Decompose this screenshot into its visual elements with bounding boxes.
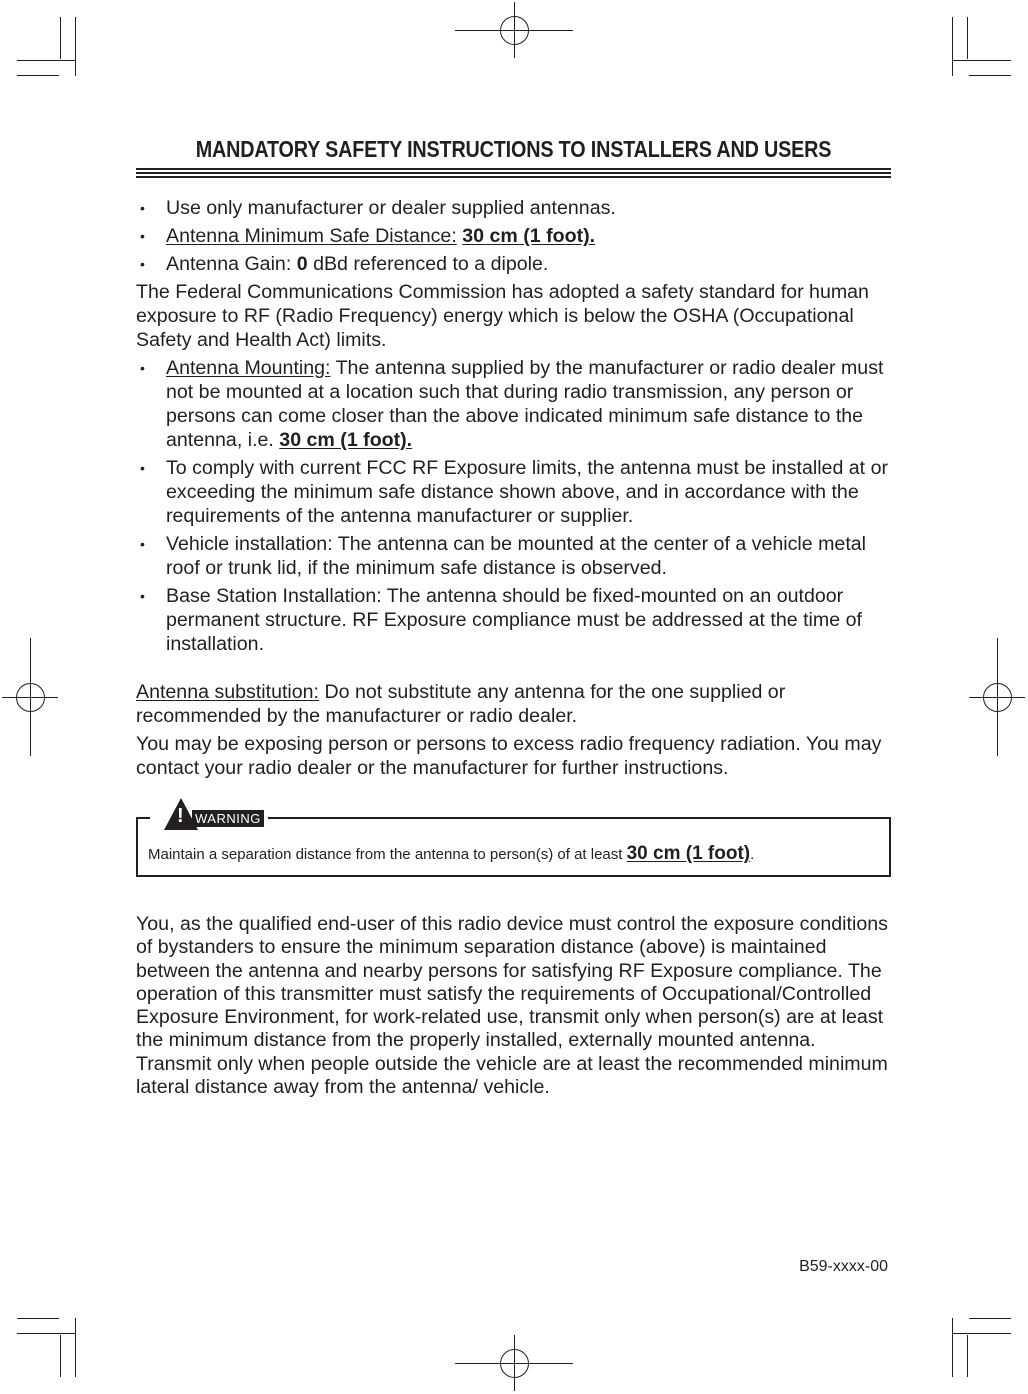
bullet-dot: • xyxy=(140,228,145,244)
bullet-prefix: Antenna Gain: xyxy=(166,253,297,275)
bullet-text: Vehicle installation: The antenna can be mounted at the center of a vehicle metal roof or trunk lid, if the minimum safe distance is observed. xyxy=(166,533,867,579)
crop-mark xyxy=(969,1318,1011,1319)
crop-mark xyxy=(17,75,59,76)
exposure-paragraph: You may be exposing person or persons to excess radio frequency radiation. You may contact your radio dealer or the manufacturer for further instructions. xyxy=(136,733,882,779)
crop-mark xyxy=(967,17,968,59)
bullet-text: To comply with current FCC RF Exposure limits, the antenna must be installed at or exceeding the minimum safe distance shown above, and in accordance with the requirements of the antenna manufacturer or supplier. xyxy=(166,457,888,527)
list-item xyxy=(136,356,896,452)
document-code: B59-xxxx-00 xyxy=(799,1258,888,1275)
bullet-dot: • xyxy=(140,360,145,376)
title-rule xyxy=(136,176,891,178)
warning-tag: WARNING xyxy=(192,810,264,827)
crop-mark xyxy=(75,17,76,76)
bullet-text: The antenna supplied by the manufacturer or radio dealer must not be mounted at a location such that during radio transmission, any person or persons can come closer than the above indicated minimum safe distance to the antenna, i.e. xyxy=(166,357,884,451)
crop-mark xyxy=(969,75,1011,76)
crop-mark xyxy=(60,1335,61,1377)
crop-mark xyxy=(952,1333,1011,1334)
fcc-paragraph: The Federal Communications Commission has adopted a safety standard for human exposure to RF (Radio Frequency) energy which is below the OSHA (Occupational Safety and Health Act) limits. xyxy=(136,281,869,351)
warning-triangle-icon: ! xyxy=(164,798,198,830)
list-item xyxy=(136,252,896,276)
crop-mark xyxy=(75,1318,76,1377)
substitution-text: Do not substitute any antenna for the one supplied or recommended by the manufacturer or radio dealer. xyxy=(136,681,786,727)
crop-mark xyxy=(952,17,953,76)
substitution-label: Antenna substitution: xyxy=(136,681,320,703)
bullet-text: Base Station Installation: The antenna should be fixed-mounted on an outdoor permanent structure. RF Exposure compliance must be addressed at the time of installation. xyxy=(166,585,862,655)
safe-distance-value: 30 cm (1 foot). xyxy=(462,225,596,247)
main-content xyxy=(136,196,896,784)
crop-mark xyxy=(952,1318,953,1377)
bullet-label: Antenna Mounting: xyxy=(166,357,331,379)
warning-distance-value: 30 cm (1 foot) xyxy=(626,843,751,864)
warning-text: Maintain a separation distance from the antenna to person(s) of at least 30 cm (1 foot). xyxy=(148,843,755,864)
warning-label xyxy=(150,798,268,830)
gain-value: 0 xyxy=(296,253,308,275)
list-item xyxy=(136,532,896,580)
bullet-dot: • xyxy=(140,200,145,216)
final-paragraph: You, as the qualified end-user of this radio device must control the exposure conditions of bystanders to ensure the minimum separation distance (above) is maintained between the antenna and nearby persons for satisfying RF Exposure compliance. The operation of this transmitter must satisfy the requirements of Occupational/Controlled Exposure Environment, for work-related use, transmit only when person(s) are at least the minimum distance from the properly installed, externally mounted antenna. Transmit only when people outside the vehicle are at least the recommended minimum lateral distance away from the antenna/ vehicle. xyxy=(136,913,888,1099)
list-item xyxy=(136,196,896,220)
crop-mark xyxy=(60,17,61,59)
bullet-dot: • xyxy=(140,256,145,272)
list-item xyxy=(136,456,896,528)
crop-mark xyxy=(967,1335,968,1377)
crop-mark xyxy=(952,60,1011,61)
bullet-suffix: dBd referenced to a dipole. xyxy=(307,253,549,275)
safe-distance-value: 30 cm (1 foot). xyxy=(279,429,413,451)
crop-mark xyxy=(17,1318,59,1319)
title-rule xyxy=(136,168,891,170)
bullet-label: Antenna Minimum Safe Distance: xyxy=(166,225,457,247)
list-item xyxy=(136,224,896,248)
list-item xyxy=(136,584,896,656)
page-title: MANDATORY SAFETY INSTRUCTIONS TO INSTALLERS AND USERS xyxy=(195,136,832,162)
bullet-dot: • xyxy=(140,536,145,552)
bullet-dot: • xyxy=(140,588,145,604)
title-rule xyxy=(136,172,891,174)
crop-mark xyxy=(17,1333,76,1334)
crop-mark xyxy=(17,60,76,61)
bullet-dot: • xyxy=(140,460,145,476)
bullet-text: Use only manufacturer or dealer supplied antennas. xyxy=(166,197,616,219)
substitution-paragraph xyxy=(136,680,896,728)
